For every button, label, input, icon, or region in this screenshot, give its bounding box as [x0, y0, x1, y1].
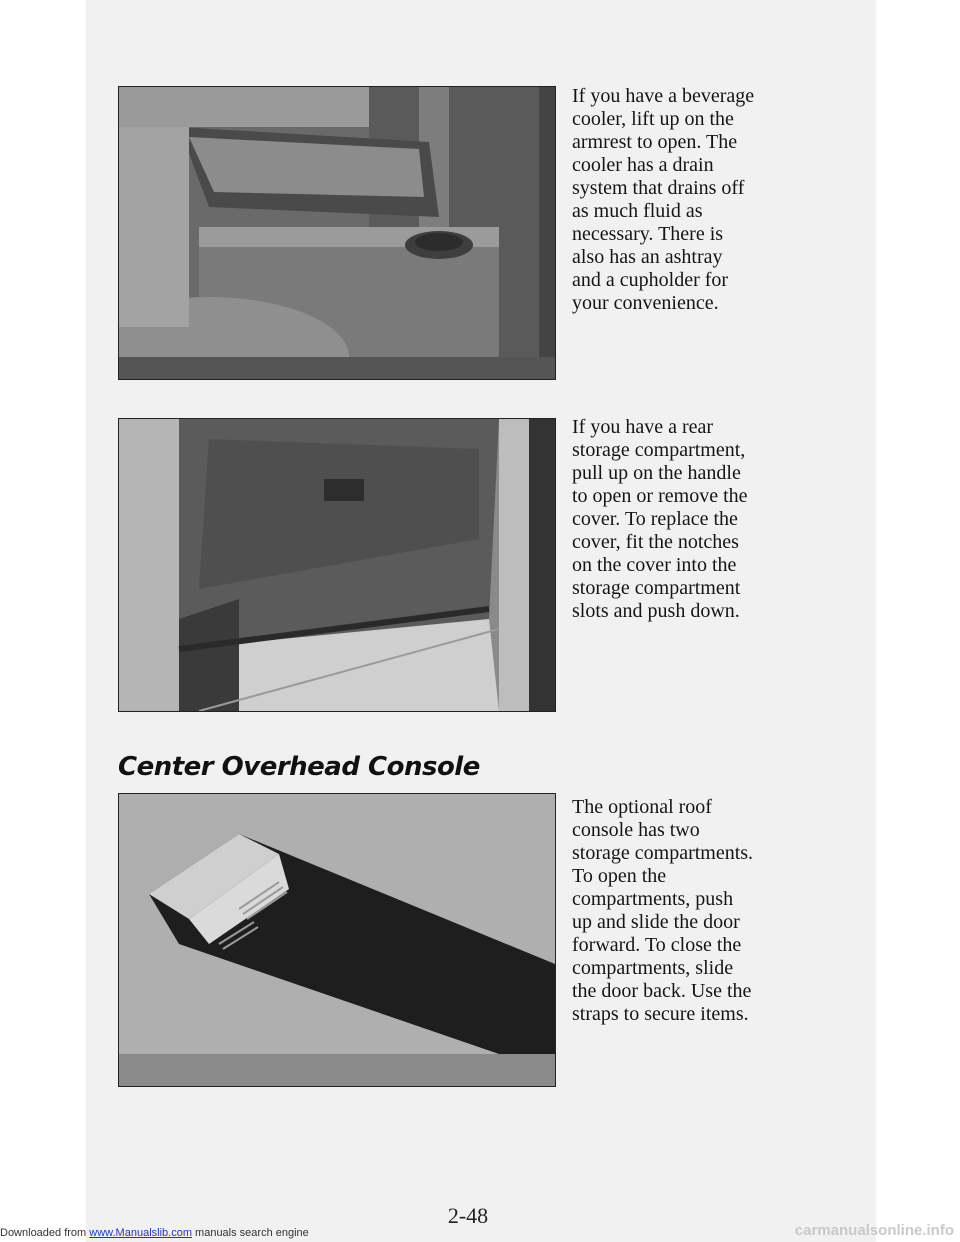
manualslib-link[interactable]: www.Manualslib.com: [89, 1227, 192, 1239]
rear-storage-photo: [118, 418, 556, 712]
footer-suffix: manuals search engine: [191, 1227, 309, 1239]
beverage-cooler-text: If you have a beverage cooler, lift up on the armrest to open. The cooler has a drain system that drains off as much fluid as necessary. There is also has an ashtray and a cupholder for your convenience.: [572, 85, 755, 314]
rear-storage-text: If you have a rear storage compartment, pull up on the handle to open or remove the cover. To replace the cover, fit the notches on the cover into the storage compartment slots and push down.: [572, 416, 748, 622]
overhead-console-photo: [118, 793, 556, 1087]
page-number: 2-48: [447, 1203, 489, 1228]
download-footer: [0, 1224, 309, 1242]
overhead-console-text: The optional roof console has two storage compartments. To open the compartments, push up and slide the door forward. To close the compartments, slide the door back. Use the straps to secure items.: [572, 796, 754, 1025]
watermark: carmanualsonline.info: [794, 1222, 954, 1239]
footer-prefix: Downloaded from: [0, 1227, 90, 1239]
section-heading: Center Overhead Console: [118, 752, 480, 782]
beverage-cooler-photo: [118, 86, 556, 380]
